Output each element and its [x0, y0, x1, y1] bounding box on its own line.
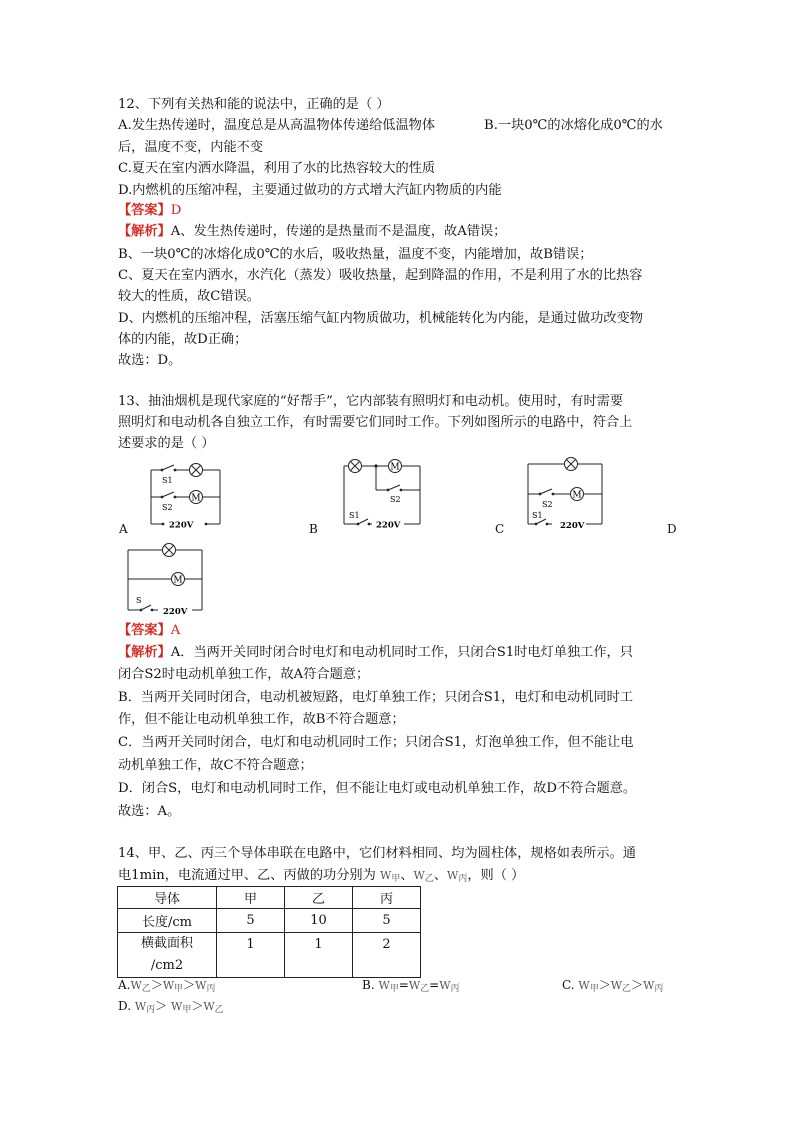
switch-s2-a: S2 — [162, 503, 173, 512]
w-symbol: W — [643, 979, 655, 992]
q12-option-d: D.内燃机的压缩冲程，主要通过做功的方式增大汽缸内物质的内能 — [118, 183, 502, 198]
q13-analysis-4: 作，但不能让电动机单独工作，故B不符合题意； — [118, 712, 405, 727]
q12-option-c: C.夏天在室内洒水降温，利用了水的比热容较大的性质 — [118, 161, 436, 176]
w-sub: 丙 — [450, 984, 460, 994]
table-row — [118, 887, 421, 909]
q14-stem-1: 14、甲、乙、丙三个导体串联在电路中，它们材料相同、均为圆柱体，规格如表所示。通 — [118, 846, 636, 861]
stem-text-end: ，则（ ） — [467, 868, 525, 883]
q12-analysis-2: B、一块0℃的冰熔化成0℃的水后，吸收热量，温度不变，内能增加，故B错误； — [118, 247, 593, 262]
w-sub: 乙 — [622, 984, 632, 994]
table-cell: 10 — [285, 909, 353, 933]
analysis-text: A、发生热传递时，传递的是热量而不是温度，故A错误； — [170, 224, 507, 239]
q13-analysis-8: 故选：A。 — [118, 804, 181, 819]
conductor-table — [117, 886, 421, 978]
table-cell: 2 — [353, 933, 421, 978]
w-symbol: W — [134, 1000, 147, 1013]
q13-analysis-1 — [118, 643, 633, 663]
w-symbol: W — [171, 1000, 183, 1013]
q12-option-b-cont: 后，温度不变，内能不变 — [118, 140, 264, 155]
motor-symbol-c: M — [572, 490, 582, 501]
switch-s1-c: S1 — [532, 511, 543, 520]
w-symbol: W — [378, 979, 390, 992]
q13-analysis-7: D．闭合S，电灯和电动机同时工作，但不能让电灯或电动机单独工作，故D不符合题意。 — [118, 781, 637, 796]
q14-option-c — [562, 975, 663, 999]
table-row — [118, 909, 421, 933]
circuit-label-a: A — [119, 522, 128, 536]
q13-analysis-5: C．当两开关同时闭合，电灯和电动机同时工作；只闭合S1，灯泡单独工作，但不能让电 — [118, 735, 634, 750]
op: ＞ — [598, 978, 611, 992]
q12-analysis-1 — [118, 222, 506, 242]
q12-analysis-4: 较大的性质，故C错误。 — [118, 289, 260, 304]
w-symbol: W — [578, 979, 590, 992]
analysis-tag: 【解析】 — [118, 224, 171, 239]
option-label: C. — [562, 978, 579, 992]
table-header: 导体 — [118, 887, 217, 909]
w-sub: 甲 — [389, 984, 399, 994]
switch-s2-b: S2 — [390, 495, 401, 504]
voltage-a: 220V — [169, 520, 194, 531]
w-sub-bing: 丙 — [458, 874, 468, 884]
q12-analysis-5: D、内燃机的压缩冲程，活塞压缩气缸内物质做功，机械能转化为内能，是通过做功改变物 — [118, 311, 643, 326]
table-cell: 1 — [285, 933, 353, 978]
table-cell: 1 — [217, 933, 285, 978]
analysis-tag: 【解析】 — [118, 645, 171, 660]
switch-s-d: S — [136, 596, 142, 605]
w-sub: 甲 — [174, 984, 184, 994]
op: = — [429, 978, 440, 992]
op: ＞ — [150, 978, 163, 992]
op: ＞ — [191, 999, 204, 1013]
op: ＞ — [155, 999, 168, 1013]
w-sub: 丙 — [206, 984, 216, 994]
switch-s1-b: S1 — [349, 511, 360, 520]
w-symbol: W — [380, 869, 392, 882]
q13-answer — [118, 621, 180, 641]
q14-option-b — [362, 975, 460, 999]
q12-analysis-3: C、夏天在室内洒水，水汽化（蒸发）吸收热量，起到降温的作用，不是利用了水的比热容 — [118, 268, 643, 283]
answer-tag: 【答案】 — [118, 203, 171, 218]
circuit-label-c: C — [495, 522, 505, 536]
motor-symbol-d: M — [173, 575, 183, 586]
w-symbol: W — [413, 869, 425, 882]
q13-analysis-3: B．当两开关同时闭合，电动机被短路，电灯单独工作；只闭合S1，电灯和电动机同时工 — [118, 690, 634, 705]
q13-stem-1: 13、抽油烟机是现代家庭的“好帮手”，它内部装有照明灯和电动机。使用时，有时需要 — [118, 394, 624, 409]
switch-s1-a: S1 — [162, 476, 173, 485]
circuit-label-b: B — [309, 522, 318, 536]
motor-symbol-b: M — [390, 462, 400, 473]
w-symbol: W — [203, 1000, 215, 1013]
option-label: B. — [362, 978, 379, 992]
option-label: D. — [118, 999, 135, 1013]
w-sub: 甲 — [589, 984, 599, 994]
q13-stem-2: 照明灯和电动机各自独立工作，有时需要它们同时工作。下列如图所示的电路中，符合上 — [118, 415, 633, 430]
voltage-b: 220V — [376, 520, 401, 531]
table-row — [118, 933, 421, 978]
table-header: 丙 — [353, 887, 421, 909]
w-symbol: W — [130, 979, 142, 992]
w-symbol: W — [439, 979, 451, 992]
circuit-label-d: D — [667, 522, 677, 536]
table-cell: 5 — [217, 909, 285, 933]
w-sub: 甲 — [182, 1005, 192, 1015]
circuit-b — [338, 456, 428, 532]
op: ＞ — [183, 978, 196, 992]
table-header: 乙 — [285, 887, 353, 909]
w-sub: 乙 — [420, 984, 430, 994]
table-cell: 长度/cm — [118, 909, 217, 933]
q12-analysis-6: 体的内能，故D正确； — [118, 332, 248, 347]
w-symbol: W — [447, 869, 459, 882]
w-sub-jia: 甲 — [391, 874, 401, 884]
w-symbol: W — [162, 979, 175, 992]
circuit-a — [146, 456, 226, 532]
q13-analysis-6: 动机单独工作，故C不符合题意； — [118, 758, 313, 773]
q12-stem: 12、下列有关热和能的说法中，正确的是（ ） — [118, 97, 390, 112]
table-cell — [118, 933, 217, 978]
q12-option-a: A.发生热传递时，温度总是从高温物体传递给低温物体 — [118, 118, 436, 133]
w-symbol: W — [610, 979, 623, 992]
circuit-d — [122, 538, 208, 618]
q12-answer — [118, 201, 181, 221]
w-sub: 丙 — [146, 1005, 156, 1015]
answer-value: D — [170, 203, 182, 218]
answer-value: A — [170, 623, 181, 638]
w-symbol: W — [408, 979, 421, 992]
motor-symbol-a: M — [191, 493, 201, 504]
stem-text: 电1min，电流通过甲、乙、丙做的功分别为 — [118, 868, 376, 883]
q14-option-d — [118, 996, 224, 1020]
op: = — [398, 978, 409, 992]
table-cell-line: /cm2 — [150, 958, 184, 973]
w-sub: 乙 — [214, 1005, 224, 1015]
voltage-c: 220V — [560, 521, 585, 531]
circuit-c — [522, 452, 606, 532]
q13-analysis-2: 闭合S2时电动机单独工作，故A符合题意； — [118, 667, 370, 682]
answer-tag: 【答案】 — [118, 623, 171, 638]
op: ＞ — [631, 978, 644, 992]
w-sub: 丙 — [654, 984, 664, 994]
switch-s2-c: S2 — [542, 500, 553, 509]
w-sub-yi: 乙 — [424, 874, 434, 884]
table-cell: 5 — [353, 909, 421, 933]
w-symbol: W — [195, 979, 207, 992]
q12-option-b: B.一块0℃的冰熔化成0℃的水 — [484, 118, 663, 133]
option-label: A. — [118, 978, 131, 992]
q14-stem-2: 电1min，电流通过甲、乙、丙做的功分别为 $W_甲$、$W_乙$、$W_丙$，则（ ） — [118, 868, 525, 884]
q13-stem-3: 述要求的是（ ） — [118, 436, 215, 451]
q12-analysis-7: 故选：D。 — [118, 353, 182, 368]
analysis-text: A．当两开关同时闭合时电灯和电动机同时工作，只闭合S1时电灯单独工作，只 — [170, 645, 633, 660]
voltage-d: 220V — [163, 607, 188, 617]
table-cell-line: 横截面积 — [140, 936, 193, 951]
w-sub: 乙 — [141, 984, 151, 994]
table-header: 甲 — [217, 887, 285, 909]
